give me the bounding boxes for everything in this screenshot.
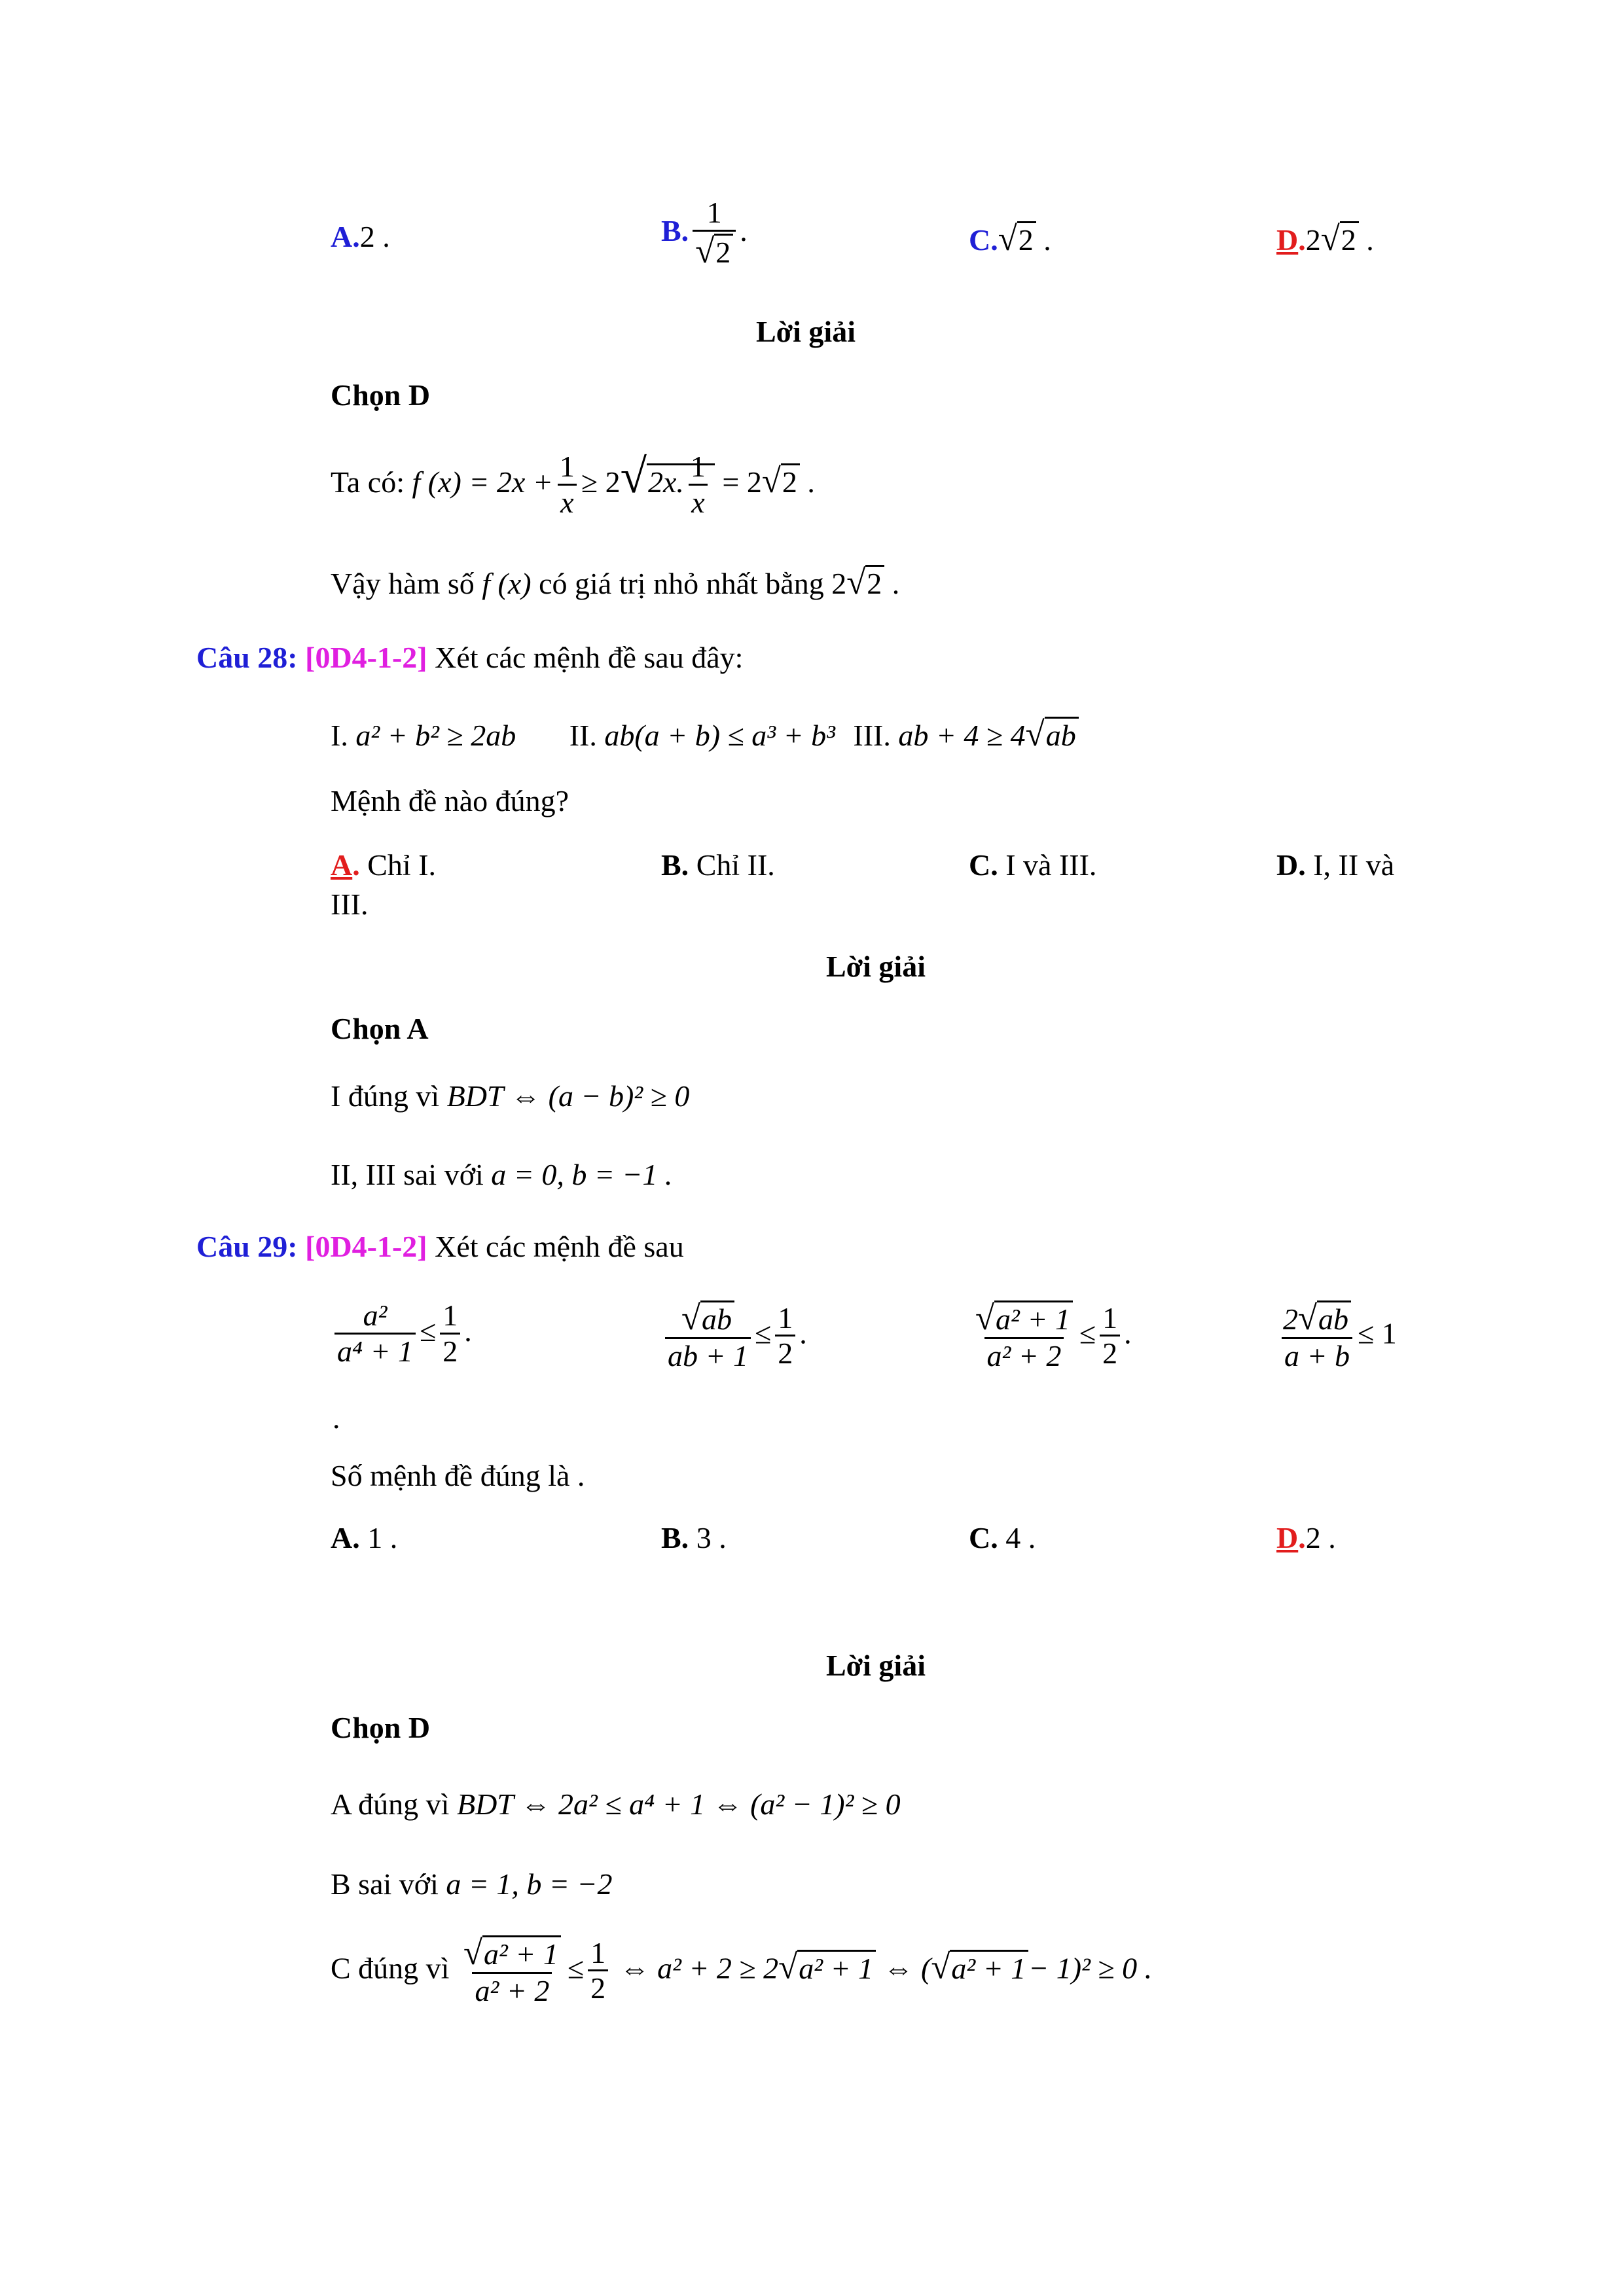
q28-header bbox=[196, 640, 743, 675]
q28-choice-a: A. Chỉ I. bbox=[331, 848, 437, 882]
q29-expr-4: $\frac{2√ab}{a + b}$ ≤ 1 bbox=[1276, 1299, 1397, 1374]
choice-label: B. bbox=[661, 213, 689, 247]
question-label: Câu 29: bbox=[196, 1230, 298, 1263]
q27-choice-c: C.√2 . bbox=[969, 220, 1051, 258]
q29-choice-b: B. 3 . bbox=[661, 1521, 727, 1554]
choice-label: A. bbox=[331, 220, 360, 253]
q29-choice-d: D.2 . bbox=[1276, 1521, 1336, 1554]
choice-label: A. bbox=[331, 1521, 360, 1554]
q28-choice-d-wrap: III. bbox=[331, 888, 369, 921]
choice-label: C. bbox=[969, 223, 998, 257]
q28-choice-b: B. Chỉ II. bbox=[661, 848, 775, 882]
q27-conclusion: Vậy hàm số f (x) có giá trị nhỏ nhất bằng 2√2 . bbox=[331, 564, 900, 601]
q29-question: Số mệnh đề đúng là . bbox=[331, 1459, 585, 1492]
q29-choice-a: A. 1 . bbox=[331, 1521, 398, 1554]
choice-label-correct: A bbox=[331, 848, 353, 882]
question-label: Câu 28: bbox=[196, 641, 298, 674]
q28-solution-line2: II, III sai với a = 0, b = −1 . bbox=[331, 1158, 673, 1191]
question-prompt: Xét các mệnh đề sau đây: bbox=[435, 641, 744, 674]
choice-label: B. bbox=[661, 848, 689, 882]
q29-solution-title: Lời giải bbox=[826, 1649, 926, 1682]
choice-label-correct: D bbox=[1276, 223, 1299, 257]
q29-expr-2: $\frac{√ab}{ab + 1}$ ≤ $\frac{1}{2}$ . bbox=[661, 1299, 807, 1374]
q29-header bbox=[196, 1229, 684, 1264]
q29-solution-a: A đúng vì BDT ⇔ 2a² ≤ a⁴ + 1 ⇔ (a² − 1)² ≥ 0 bbox=[331, 1787, 901, 1821]
choice-label-correct: D bbox=[1276, 1521, 1299, 1554]
choice-label: B. bbox=[661, 1521, 689, 1554]
q28-choice-d: D. I, II và bbox=[1276, 848, 1395, 882]
q28-chosen: Chọn A bbox=[331, 1012, 429, 1045]
q28-choice-c: C. I và III. bbox=[969, 848, 1097, 882]
q27-choice-b: B. $\frac{1}{√2}$ . bbox=[661, 196, 748, 270]
q29-expr-3: $\frac{\text{√a² + 1}}{\text{a² + 2}}$ ≤ $\frac{1}{2}$ . bbox=[975, 1299, 1132, 1373]
q27-solution-title: Lời giải bbox=[756, 315, 856, 348]
q27-derivation: Ta có: f (x) = 2x + $\frac{1}{x}$ ≥ 2√2x. $\frac{1}{x}$ = 2√2 . bbox=[331, 449, 815, 519]
q28-solution-line1: I đúng vì BDT ⇔ (a − b)² ≥ 0 bbox=[331, 1079, 690, 1113]
q28-question: Mệnh đề nào đúng? bbox=[331, 784, 569, 817]
q29-solution-b: B sai với a = 1, b = −2 bbox=[331, 1867, 613, 1901]
choice-label: D. bbox=[1276, 848, 1306, 882]
choice-label: C. bbox=[969, 1521, 998, 1554]
q29-chosen: Chọn D bbox=[331, 1711, 431, 1744]
q28-statements: I. a² + b² ≥ 2ab II. ab(a + b) ≤ a³ + b³ III. ab + 4 ≥ 4√ab bbox=[331, 715, 1079, 754]
question-tag: [0D4-1-2] bbox=[305, 641, 427, 674]
q27-choice-d: D.2√2 . bbox=[1276, 220, 1374, 258]
q27-chosen: Chọn D bbox=[331, 378, 431, 412]
q29-solution-c: C đúng vì $\frac{\text{√a² + 1}}{\text{a² + 2}}$ ≤ $\frac{1}{2}$ ⇔ a² + 2 ≥ 2√a² + 1 ⇔ (√a² + 1− 1)² ≥ 0 . bbox=[331, 1934, 1153, 2008]
question-tag: [0D4-1-2] bbox=[305, 1230, 427, 1263]
choice-label: C. bbox=[969, 848, 998, 882]
question-prompt: Xét các mệnh đề sau bbox=[435, 1230, 684, 1263]
q29-choice-c: C. 4 . bbox=[969, 1521, 1036, 1554]
q28-solution-title: Lời giải bbox=[826, 950, 926, 983]
q27-choice-a: A.2 . bbox=[331, 220, 390, 253]
q29-expr-1: $\frac{\text{a²}}{\text{a⁴ + 1}}$ ≤ $\frac{1}{2}$ . bbox=[331, 1299, 472, 1369]
q29-expr-dot: . bbox=[333, 1401, 340, 1435]
